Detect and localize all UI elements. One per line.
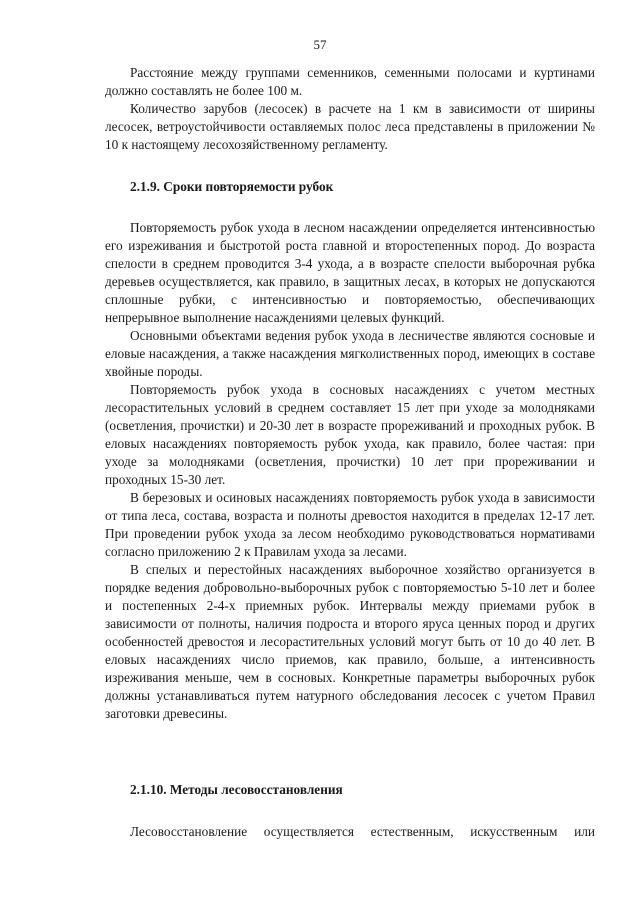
page-number: 57: [313, 37, 327, 52]
intro-text: [105, 64, 595, 154]
paragraph: Основными объектами ведения рубок ухода в лесничестве являются сосновые и еловые насаждения, а также насаждения мягколиственных пород, имеющих в составе хвойные породы.: [105, 328, 595, 379]
section-text: [105, 823, 595, 841]
paragraph: Повторяемость рубок ухода в лесном насаждении определяется интенсивностью его изреживания и быстротой роста главной и второстепенных пород. До возраста спелости в среднем проводится 3-4 ухода, а в возрасте спелости выборочная рубка деревьев осуществляется, как правило, в защитных лесах, в которых не допускаются сплошные рубки, с интенсивностью и повторяемостью, обеспечивающих непрерывное выполнение насаждениями целевых функций.: [105, 220, 595, 325]
paragraph: Расстояние между группами семенников, семенными полосами и куртинами должно составлять не более 100 м.: [105, 65, 595, 98]
paragraph: В березовых и осиновых насаждениях повторяемость рубок ухода в зависимости от типа леса, состава, возраста и полноты древостоя находится в пределах 12-17 лет. При проведении рубок ухода за лесом необходимо руководствоваться нормативами согласно приложению 2 к Правилам ухода за лесами.: [105, 490, 595, 559]
section-text: [105, 219, 595, 723]
section-heading: 2.1.10. Методы лесовосстановления: [130, 782, 343, 797]
section-heading: 2.1.9. Сроки повторяемости рубок: [130, 179, 334, 194]
paragraph: Лесовосстановление осуществляется естественным, искусственным или: [130, 824, 595, 839]
paragraph: В спелых и перестойных насаждениях выборочное хозяйство организуется в порядке ведения добровольно-выборочных рубок с повторяемостью 5-10 лет и более и постепенных 2-4-х приемных рубок. Интервалы между приемами рубок в зависимости от полноты, наличия подроста и второго яруса ценных пород и других особенностей древостоя и лесорастительных условий могут быть от 10 до 40 лет. В еловых насаждениях число приемов, как правило, больше, а интенсивность изреживания меньше, чем в сосновых. Конкретные параметры выборочных рубок должны устанавливаться путем натурного обследования лесосек с учетом Правил заготовки древесины.: [105, 562, 595, 721]
paragraph: Повторяемость рубок ухода в сосновых насаждениях с учетом местных лесорастительных условий в среднем составляет 15 лет при уходе за молодняками (осветления, прочистки) и 20-30 лет в возрасте прореживаний и проходных рубок. В еловых насаждениях повторяемость рубок ухода, как правило, более частая: при уходе за молодняками (осветления, прочистки) 10 лет при прореживании и проходных 15-30 лет.: [105, 382, 595, 487]
paragraph: Количество зарубов (лесосек) в расчете на 1 км в зависимости от ширины лесосек, ветроустойчивости оставляемых полос леса представлены в приложении № 10 к настоящему лесохозяйственному регламенту.: [105, 101, 595, 152]
